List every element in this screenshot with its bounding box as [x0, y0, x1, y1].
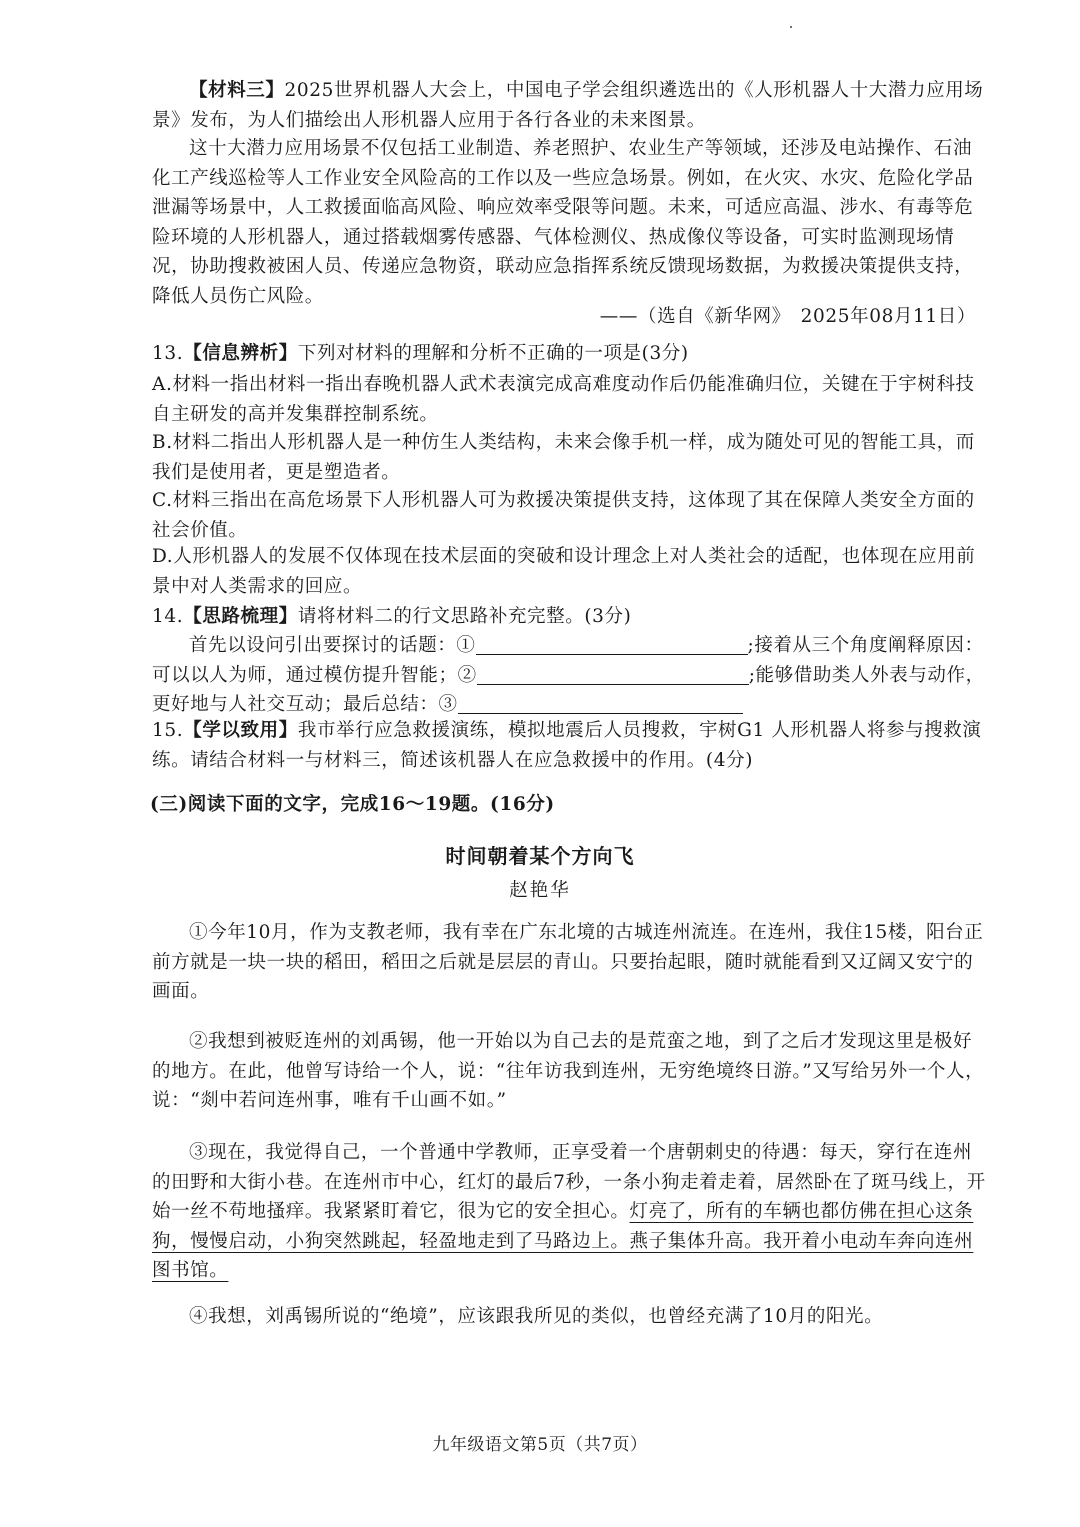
material3-paragraph-1: 【材料三】2025世界机器人大会上，中国电子学会组织遴选出的《人形机器人十大潜力应用场景》发布，为人们描绘出人形机器人应用于各行各业的未来图景。 [152, 80, 984, 131]
question-14-tag: 【思路梳理】 [183, 606, 298, 627]
answer-blank-2[interactable] [477, 664, 749, 685]
question-15: 15.【学以致用】我市举行应急救援演练，模拟地震后人员搜救，宇树G1 人形机器人将参与搜救演练。请结合材料一与材料三，简述该机器人在应急救援中的作用。(4分) [152, 720, 982, 771]
question-14-outline: 首先以设问引出要探讨的话题：① ;接着从三个角度阐释原因：可以以人为师，通过模仿提升智能；② ;能够借助类人外表与动作，更好地与人社交互动；最后总结：③ [152, 635, 985, 716]
underlined-passage: 灯亮了，所有的车辆也都仿佛在担心这条狗，慢慢启动，小狗突然跳起，轻盈地走到了马路边上。燕子集体升高。我开着小电动车奔向连州图书馆。 [152, 1201, 974, 1282]
scan-speck [790, 26, 792, 28]
material3-tag: 【材料三】 [189, 80, 285, 101]
article-paragraph-4: ④我想，刘禹锡所说的“绝境”，应该跟我所见的类似，也曾经充满了10月的阳光。 [189, 1306, 884, 1327]
question-15-tag: 【学以致用】 [183, 720, 298, 741]
question-13-tag: 【信息辨析】 [183, 343, 298, 364]
question-13-option-c: C.材料三指出在高危场景下人形机器人可为救援决策提供支持，这体现了其在保障人类安全方面的社会价值。 [152, 490, 975, 541]
question-13-option-d: D.人形机器人的发展不仅体现在技术层面的突破和设计理念上对人类社会的适配，也体现在应用前景中对人类需求的回应。 [152, 546, 976, 597]
article-title: 时间朝着某个方向飞 [445, 844, 635, 868]
answer-blank-3[interactable] [458, 693, 743, 714]
article-author: 赵艳华 [509, 880, 571, 901]
material3-paragraph-2: 这十大潜力应用场景不仅包括工业制造、养老照护、农业生产等领域，还涉及电站操作、石油化工产线巡检等人工作业安全风险高的工作以及一些应急场景。例如，在火灾、水灾、危险化学品泄漏等场景中，人工救援面临高风险、响应效率受限等问题。未来，可适应高温、涉水、有毒等危险环境的人形机器人，通过搭载烟雾传感器、气体检测仪、热成像仪等设备，可实时监测现场情况，协助搜救被困人员、传递应急物资，联动应急指挥系统反馈现场数据，为救援决策提供支持，降低人员伤亡风险。 [152, 138, 974, 307]
question-13-option-a: A.材料一指出材料一指出春晚机器人武术表演完成高难度动作后仍能准确归位，关键在于宇树科技自主研发的高并发集群控制系统。 [152, 374, 975, 425]
article-paragraph-2: ②我想到被贬连州的刘禹锡，他一开始以为自己去的是荒蛮之地，到了之后才发现这里是极好的地方。在此，他曾写诗给一个人，说：“往年访我到连州，无穷绝境终日游。”又写给另外一个人，说：“剡中若问连州事，唯有千山画不如。” [152, 1031, 985, 1112]
material3-source: ——（选自《新华网》 2025年08月11日） [599, 306, 976, 327]
section-3-heading: (三)阅读下面的文字，完成16～19题。(16分) [150, 794, 555, 815]
question-13-option-b: B.材料二指出人形机器人是一种仿生人类结构，未来会像手机一样，成为随处可见的智能工具，而我们是使用者，更是塑造者。 [152, 432, 975, 483]
answer-blank-1[interactable] [476, 634, 748, 655]
page-footer: 九年级语文第5页（共7页） [432, 1435, 648, 1455]
article-paragraph-1: ①今年10月，作为支教老师，我有幸在广东北境的古城连州流连。在连州，我住15楼，阳台正前方就是一块一块的稻田，稻田之后就是层层的青山。只要抬起眼，随时就能看到又辽阔又安宁的画面。 [152, 922, 984, 1003]
article-paragraph-3: ③现在，我觉得自己，一个普通中学教师，正享受着一个唐朝刺史的待遇：每天，穿行在连州的田野和大街小巷。在连州市中心，红灯的最后7秒，一条小狗走着走着，居然卧在了斑马线上，开始一丝不苟地搔痒。我紧紧盯着它，很为它的安全担心。灯亮了，所有的车辆也都仿佛在担心这条狗，慢慢启动，小狗突然跳起，轻盈地走到了马路边上。燕子集体升高。我开着小电动车奔向连州图书馆。 [152, 1142, 986, 1282]
question-14-stem: 14.【思路梳理】请将材料二的行文思路补充完整。(3分) [152, 606, 632, 627]
question-13-stem: 13.【信息辨析】下列对材料的理解和分析不正确的一项是(3分) [152, 343, 689, 364]
